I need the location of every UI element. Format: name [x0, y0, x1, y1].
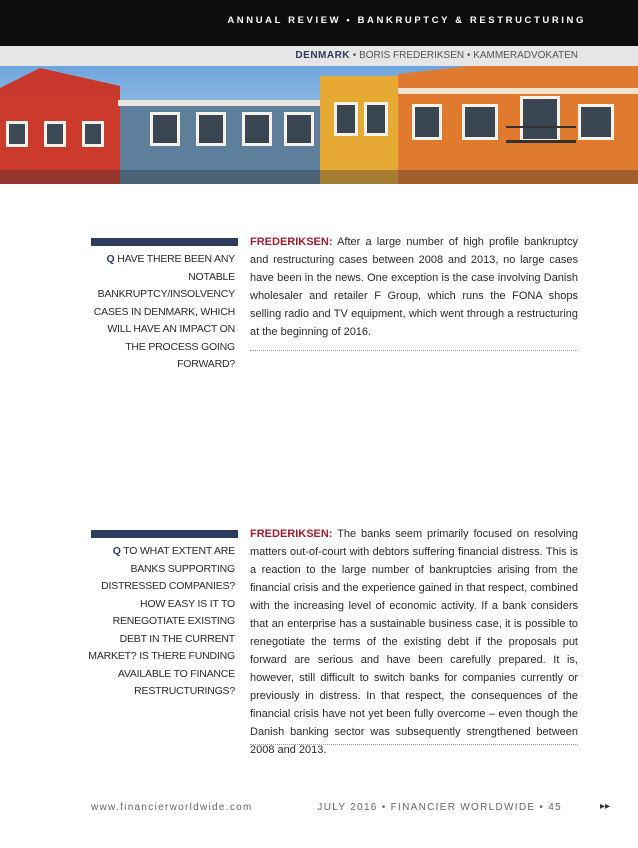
answer-divider — [250, 744, 578, 745]
answer-text: The banks seem primarily focused on resolving matters out-of-court with debtors suffering financial distress. This is a reaction to the large number of bankruptcies arising from the financial crisis and the experience gained in that respect, combined with the increasing level of economic activity. If a bank considers that an enterprise has a sustainable business case, it is possible to renegotiate the terms of the existing debt if the proposals put forward are serious and have been carefully prepared. It is, however, still difficult to switch banks for companies currently or previously in distress. In that respect, the consequences of the financial crisis have not yet been fully overcome – even though the Danish banking sector was subsequently strengthened between 2008 and 2013. — [250, 528, 579, 756]
answer-1 — [250, 233, 578, 341]
answer-2 — [250, 525, 578, 759]
question-marker: Q — [106, 253, 115, 265]
footer-website[interactable]: www.financierworldwide.com — [91, 802, 253, 813]
question-marker: Q — [112, 545, 121, 557]
answer-divider — [250, 350, 578, 351]
copenhagen-houses-illustration — [0, 66, 638, 184]
double-chevron-right-icon[interactable]: ▸▸ — [600, 801, 611, 812]
author-line — [295, 50, 578, 61]
author-firm: BORIS FREDERIKSEN • KAMMERADVOKATEN — [359, 50, 578, 61]
answer-text: After a large number of high profile bankruptcy and restructuring cases between 2008 and 2013, no large cases have been in the news. One exception is the case involving Danish wholesaler and retailer F Group, which runs the FONA shops selling radio and TV equipment, which went through a restructuring at the beginning of 2016. — [250, 236, 578, 338]
speaker-label: FREDERIKSEN: — [250, 236, 333, 248]
footer-issue: JULY 2016 • FINANCIER WORLDWIDE • 45 — [317, 802, 562, 813]
publication-section-title: ANNUAL REVIEW • BANKRUPTCY & RESTRUCTURING — [227, 15, 586, 26]
question-2 — [85, 543, 235, 701]
question-rule — [91, 238, 238, 246]
header-photo — [0, 66, 638, 184]
author-bar — [0, 46, 638, 66]
question-rule — [91, 530, 238, 538]
question-1 — [85, 251, 235, 374]
header-bar — [0, 0, 638, 46]
question-text: TO WHAT EXTENT ARE BANKS SUPPORTING DISTRESSED COMPANIES? HOW EASY IS IT TO RENEGOTIATE EXISTING DEBT IN THE CURRENT MARKET? IS THERE FUNDING AVAILABLE TO FINANCE RESTRUCTURINGS? — [88, 545, 235, 697]
country-name: DENMARK — [295, 50, 351, 61]
speaker-label: FREDERIKSEN: — [250, 528, 333, 540]
question-text: HAVE THERE BEEN ANY NOTABLE BANKRUPTCY/INSOLVENCY CASES IN DENMARK, WHICH WILL HAVE AN IMPACT ON THE PROCESS GOING FORWARD? — [93, 253, 235, 370]
author-separator: • — [350, 50, 360, 61]
